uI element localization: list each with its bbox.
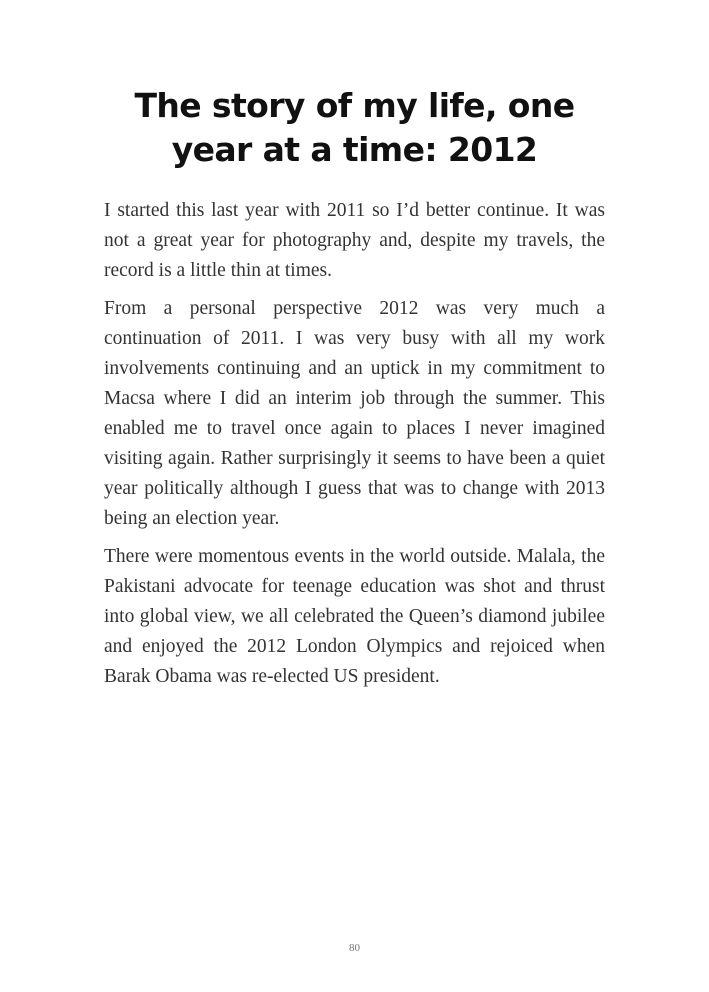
body-text xyxy=(104,196,605,700)
page-title: The story of my life, one year at a time: 2012 xyxy=(134,86,575,169)
page-number: 80 xyxy=(349,942,360,954)
paragraph-2: From a personal perspective 2012 was very much a continuation of 2011. I was very busy with all my work involvements continuing and an uptick in my commitment to Macsa where I did an interim job through the summer. This enabled me to travel once again to places I never imagined visiting again. Rather surprisingly it seems to have been a quiet year politically although I guess that was to change with 2013 being an election year. xyxy=(104,298,605,529)
paragraph-1: I started this last year with 2011 so I’d better continue. It was not a great year for photography and, despite my travels, the record is a little thin at times. xyxy=(104,200,605,281)
paragraph-3: There were momentous events in the world outside. Malala, the Pakistani advocate for teenage education was shot and thrust into global view, we all celebrated the Queen’s diamond jubilee and enjoyed the 2012 London Olympics and rejoiced when Barak Obama was re-elected US president. xyxy=(104,546,605,687)
